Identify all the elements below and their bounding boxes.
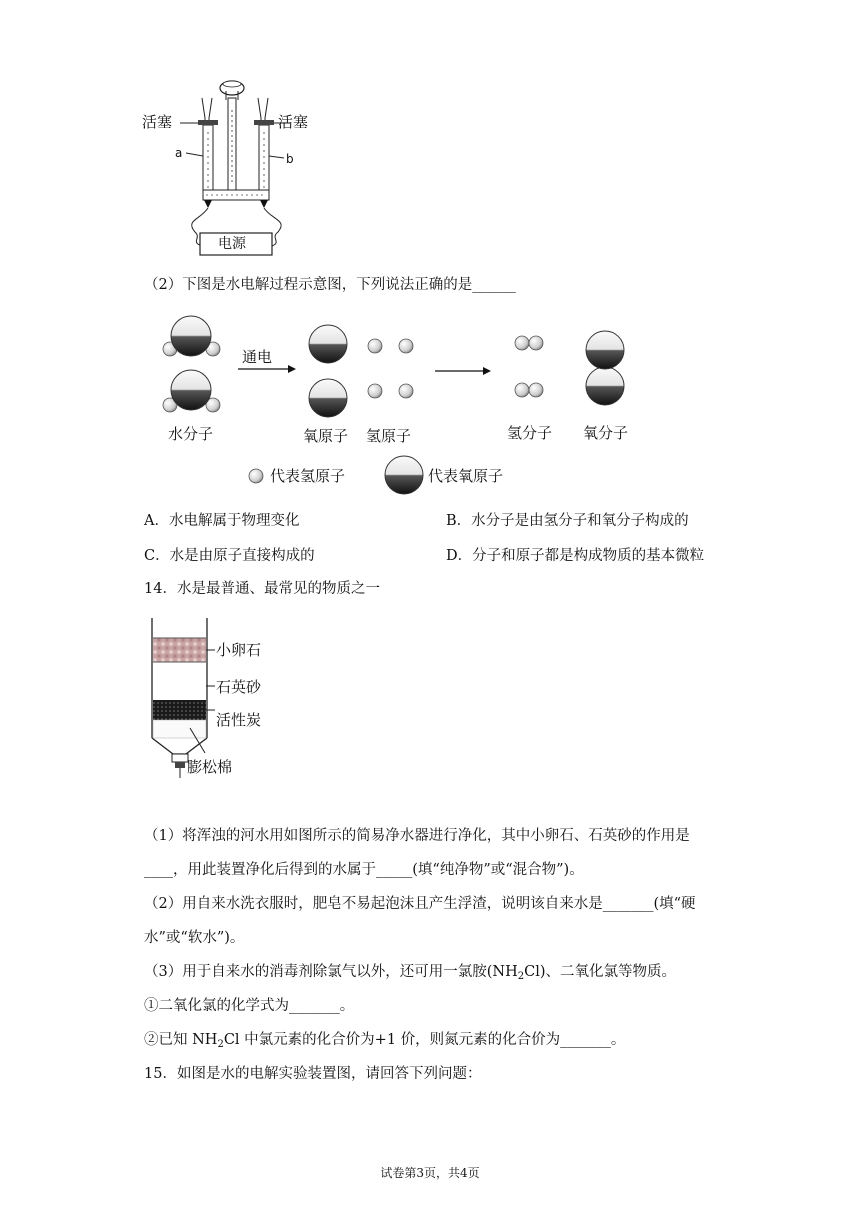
- q14-part3: （3）用于自来水的消毒剂除氯气以外，还可用一氯胺$(NH_2Cl)$、二氧化氯等物质。: [144, 964, 676, 982]
- q14-sub2: ②已知 $NH_2Cl$ 中氯元素的化合价为+1 价，则氮元素的化合价为_______。: [144, 1032, 626, 1050]
- quartz-sand-layer-label: 石英砂: [216, 678, 262, 696]
- hydrogen-molecule: [515, 383, 543, 397]
- tube-b-label: b: [286, 152, 294, 166]
- option-d: D．分子和原子都是构成物质的基本微粒: [446, 548, 705, 564]
- question-15-title: 15．如图是水的电解实验装置图，请回答下列问题：: [144, 1066, 482, 1082]
- legend-oxygen-atom: [385, 456, 423, 494]
- page-footer: 试卷第3页，共4页: [380, 1166, 480, 1180]
- q14-part1-line2: ____，用此装置净化后得到的水属于_____(填“纯净物”或“混合物”)。: [144, 862, 584, 878]
- legend-hydrogen-atom: [249, 469, 263, 483]
- water-molecule: [163, 370, 220, 412]
- hydrogen-atom-label: 氢原子: [366, 427, 412, 445]
- power-source-label: 电源: [218, 236, 246, 252]
- oxygen-molecule: [586, 331, 624, 405]
- left-stopcock-label: 活塞: [142, 113, 173, 131]
- oxygen-molecule-label: 氧分子: [583, 424, 629, 442]
- activated-carbon-layer-label: 活性炭: [216, 711, 262, 729]
- oxygen-atom: [309, 379, 347, 417]
- option-a: A．水电解属于物理变化: [144, 513, 300, 529]
- question-14-title: 14．水是最普通、最常见的物质之一: [144, 581, 380, 597]
- electrolysis-apparatus-figure: [140, 70, 320, 260]
- oxygen-atom: [309, 325, 347, 363]
- tube-a-label: a: [175, 146, 183, 160]
- hydrogen-atom: [399, 384, 413, 398]
- pebble-layer-label: 小卵石: [216, 641, 262, 659]
- option-c: C．水是由原子直接构成的: [144, 548, 315, 564]
- option-b: B．水分子是由氢分子和氧分子构成的: [446, 513, 689, 529]
- water-molecule-label: 水分子: [168, 425, 214, 443]
- cotton-layer-label: 膨松棉: [187, 758, 233, 776]
- hydrogen-atom: [368, 384, 382, 398]
- question-2-prompt: （2）下图是水电解过程示意图，下列说法正确的是______: [144, 277, 516, 293]
- arrow-label: 通电: [242, 348, 273, 366]
- legend-hydrogen-label: 代表氢原子: [270, 467, 346, 485]
- right-stopcock-label: 活塞: [278, 113, 309, 131]
- q14-part1-line1: （1）将浑浊的河水用如图所示的简易净水器进行净化，其中小卵石、石英砂的作用是: [144, 828, 690, 844]
- hydrogen-molecule: [515, 336, 543, 350]
- electrolysis-process-diagram: [150, 310, 670, 500]
- q14-part2-line1: （2）用自来水洗衣服时，肥皂不易起泡沫且产生浮渣，说明该自来水是_______(填“硬: [144, 896, 696, 912]
- q14-part2-line2: 水”或“软水”)。: [144, 930, 245, 946]
- water-molecule: [163, 316, 220, 356]
- oxygen-atom-label: 氧原子: [303, 427, 349, 445]
- hydrogen-molecule-label: 氢分子: [507, 424, 553, 442]
- water-filter-figure: [145, 618, 285, 783]
- legend-oxygen-label: 代表氧原子: [428, 467, 504, 485]
- hydrogen-atom: [368, 339, 382, 353]
- hydrogen-atom: [399, 339, 413, 353]
- q14-sub1: ①二氧化氯的化学式为_______。: [144, 998, 355, 1014]
